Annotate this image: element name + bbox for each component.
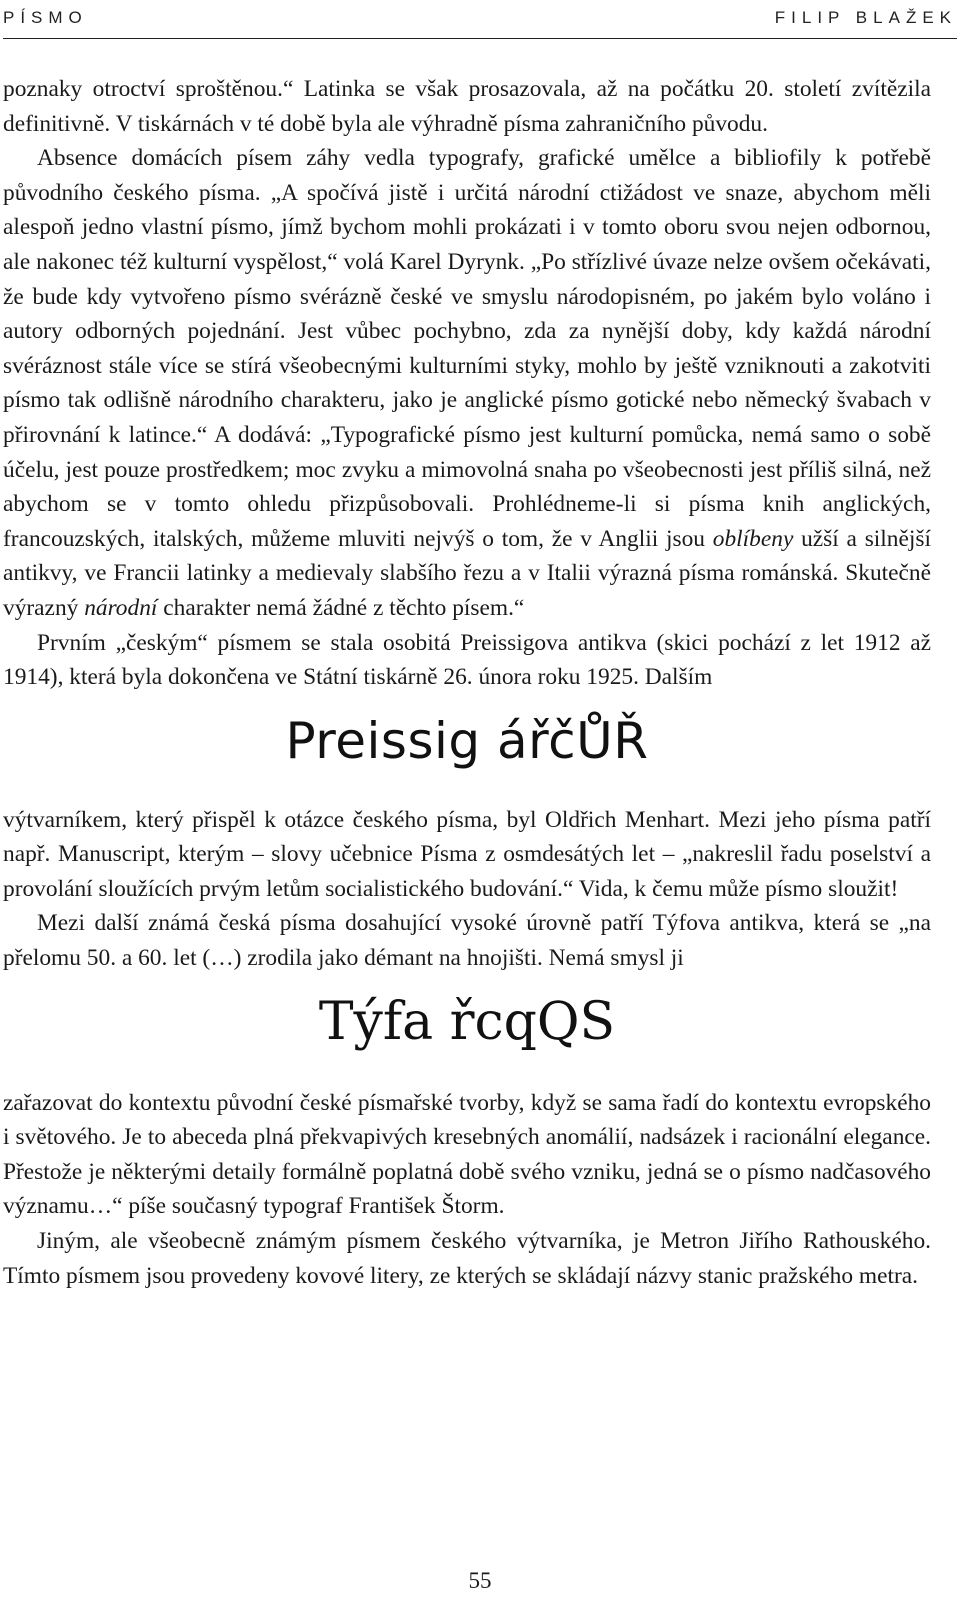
- paragraph-metron: Jiným, ale všeobecně známým písmem českého výtvarníka, je Metron Jiřího Rathouského. Tímto písmem jsou provedeny kovové litery, ze kterých se skládají názvy stanic pražského metra.: [3, 1228, 931, 1289]
- header-author: FILIP BLAŽEK: [774, 8, 957, 27]
- paragraph-text: Absence domácích písem záhy vedla typografy, grafické umělce a bibliofily k potřebě původního českého písma. „A spočívá jistě i určitá národní ctižádost ve snaze, abychom měli alespoň jedno vlastní písmo, jímž bychom mohli prokázati i v tomto oboru svou nejen odbornou, ale nakonec též kulturní vyspělost,“ volá Karel Dyrynk. „Po střízlivé úvaze nelze ovšem očekávati, že bude kdy vytvořeno písmo svérázně české ve smyslu národopisném, po jakém bylo voláno i autory odborných pojednání. Jest vůbec pochybno, zda za nynější doby, kdy každá národní svéráznost stále více se stírá všeobecnými kulturními styky, mohlo by ještě vzniknouti a zakotviti písmo tak odlišně národního charakteru, jako je anglické písmo gotické nebo německý švabach v přirovnání k latince.“ A dodává: „Typografické písmo jest kulturní pomůcka, nemá samo o sobě účelu, jest pouze prostředkem; moc zvyku a mimovolná snaha po všeobecnosti jest příliš silná, než abychom se v tomto ohledu přizpůsobovali. Prohlédneme-li si písma knih anglických, francouzských, italských, můžeme mluviti nejvýš o tom, že v Anglii jsou: [3, 145, 931, 552]
- paragraph-dyrynk-quote: [3, 141, 931, 625]
- header-section-title: PÍSMO: [3, 8, 88, 27]
- paragraph-tyfa-continued: zařazovat do kontextu původní české písmařské tvorby, když se sama řadí do kontextu evropského i světového. Je to abeceda plná překvapivých kresebných anomálií, nadsázek i racionální elegance. Přestože je některými detaily formálně poplatná době svého vzniku, jedná se o písmo nadčasového významu…“ píše současný typograf František Štorm.: [3, 1089, 931, 1220]
- paragraph-text: užší a silnější antikvy, ve Francii latinky a medievaly slabšího řezu a v Italii výrazná písma románská. Skutečně výrazný: [3, 525, 931, 621]
- body-text: [3, 72, 931, 1293]
- emphasis-text: oblíbeny: [712, 525, 794, 552]
- paragraph-continuation: poznaky otroctví sproštěnou.“ Latinka se však prosazovala, až na počátku 20. století zvítězila definitivně. V tiskárnách v té době byla ale výhradně písma zahraničního původu.: [3, 76, 931, 137]
- font-sample-tyfa: Týfa řcqQS: [318, 991, 616, 1052]
- paragraph-preissig: Prvním „českým“ písmem se stala osobitá Preissigova antikva (skici pochází z let 1912 až 1914), která byla dokončena ve Státní tiskárně 26. února roku 1925. Dalším: [3, 629, 931, 691]
- font-sample-preissig: Preissig ářčŮŘ: [285, 711, 649, 770]
- header-rule: [3, 38, 957, 39]
- emphasis-text: národní: [84, 594, 158, 621]
- paragraph-text: charakter nemá žádné z těchto písem.“: [157, 594, 525, 621]
- page-number: 55: [468, 1568, 492, 1593]
- paragraph-menhart: výtvarníkem, který přispěl k otázce českého písma, byl Oldřich Menhart. Mezi jeho písma patří např. Manuscript, kterým – slovy učebnice Písma z osmdesátých let – „nakreslil řadu poselství a provolání sloužících prvým letům socialistického budování.“ Vida, k čemu může písmo sloužit!: [3, 806, 931, 902]
- running-header: [3, 8, 957, 28]
- paragraph-tyfa: Mezi další známá česká písma dosahující vysoké úrovně patří Týfova antikva, která se „na přelomu 50. a 60. let (…) zrodila jako démant na hnojišti. Nemá smysl ji: [3, 910, 931, 972]
